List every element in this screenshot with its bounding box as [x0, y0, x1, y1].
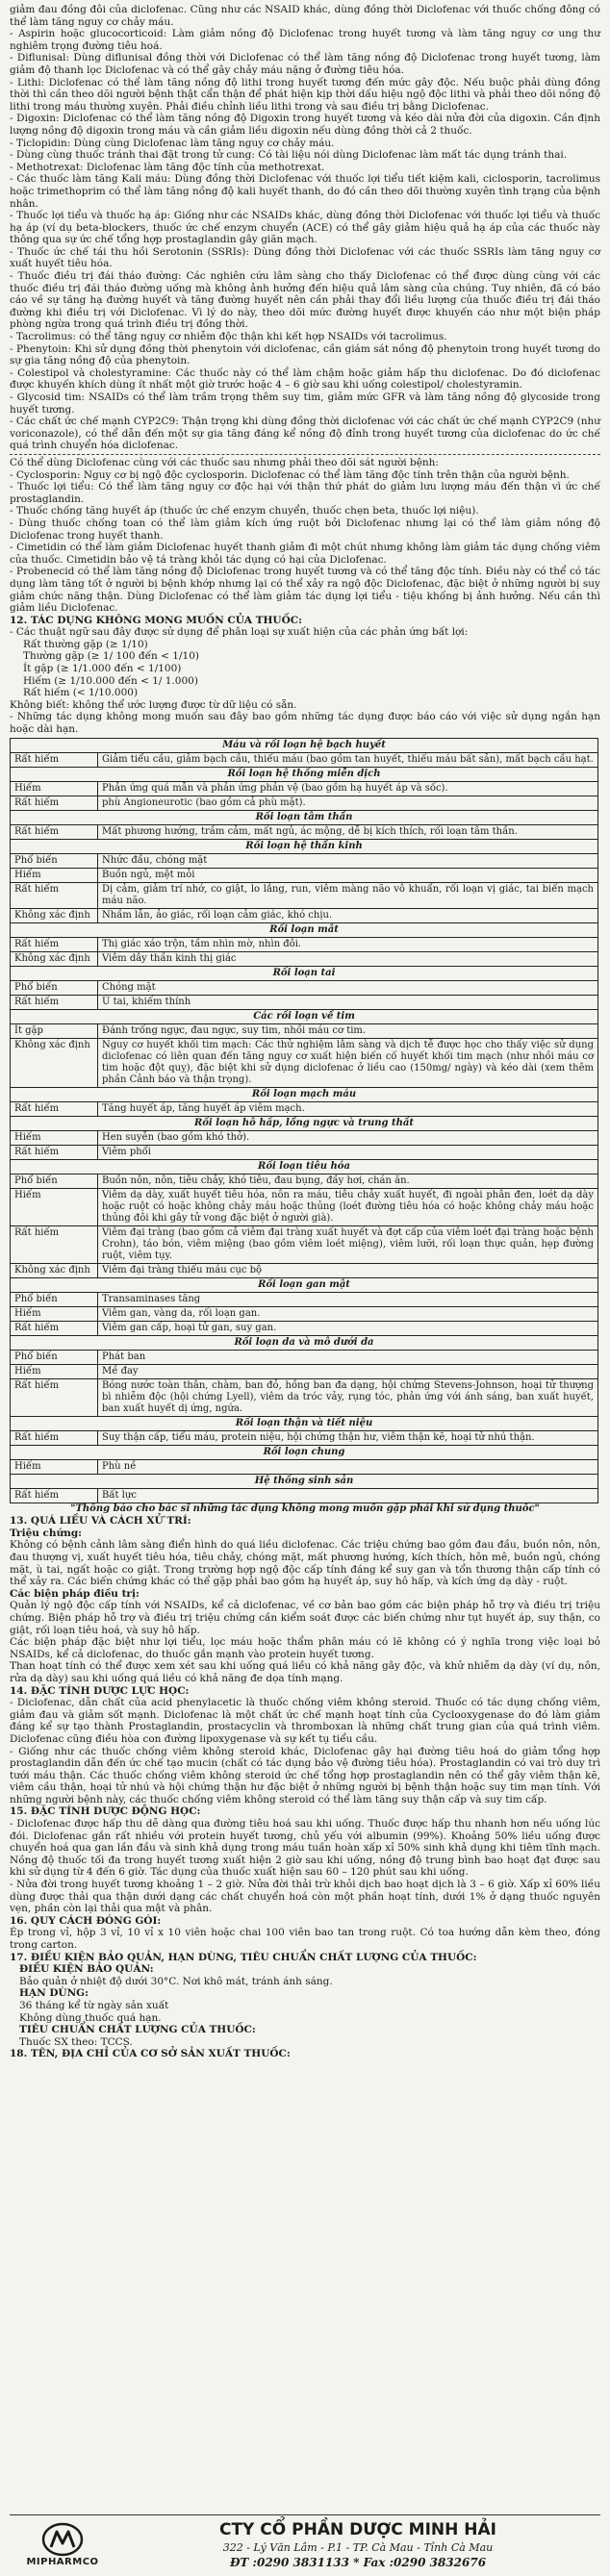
table-section-title: Rối loạn tiêu hóa [11, 1159, 598, 1174]
effect-cell: Bóng nước toàn thân, chàm, ban đỏ, hồng ban đa dạng, hội chứng Stevens-Johnson, hoại tử thượng bì nhiễm độc (hội chứng Lyell), viêm da tróc vảy, rụng tóc, phản ứng với ánh sáng, ban xuất huyết, ban xuất huyết dị ứng, ngứa. [98, 1378, 598, 1416]
table-section-row [11, 839, 598, 853]
effect-cell: Hen suyễn (bao gồm khó thở). [98, 1130, 598, 1145]
table-row [11, 882, 598, 908]
frequency-cell: Rất hiếm [11, 937, 98, 951]
section-heading: 14. ĐẶC TÍNH DƯỢC LỰC HỌC: [10, 1684, 190, 1697]
table-section-row [11, 966, 598, 980]
table-row [11, 1378, 598, 1416]
effect-cell: Viêm phổi [98, 1145, 598, 1159]
table-row [11, 796, 598, 810]
paragraph: Không dùng thuốc quá hạn. [19, 2011, 162, 2024]
paragraph: - Diclofenac, dẫn chất của acid phenylacetic là thuốc chống viêm không steroid. Thuốc có tác dụng chống viêm, giảm đau và giảm sốt mạnh. Diclofenac là một chất ức chế mạnh hoạt tính của Cyclooxygenase do đó làm giảm đáng kể sự tạo thành Prostaglandin, prostacyclin và thromboxan là những chất trung gian của quá trình viêm. Diclofenac cũng điều hòa con đường lipoxygenase và sự kết tụ tiểu cầu. [10, 1697, 600, 1745]
table-section-title: Rối loạn thận và tiết niệu [11, 1416, 598, 1430]
paragraph: - Các thuật ngữ sau đây được sử dụng để phân loại sự xuất hiện của các phản ứng bất lợi: [10, 626, 469, 639]
paragraph: - Giống như các thuốc chống viêm không steroid khác, Diclofenac gây hại đường tiêu hoá do giảm tổng hợp prostaglandin dẫn đến ức chế tạo mucin (chất có tác dụng bảo vệ đường tiêu hóa). Prostaglandin có vai trò duy trì tưới máu thận. Các thuốc chống viêm không steroid ức chế tổng hợp prostaglandin nên có thể gây viêm thận kẽ, viêm cầu thận, hoại tử nhú và hội chứng thận hư đặc biệt ở những người bị bệnh thận hoặc suy tim mạn tính. Với những người bệnh này, các thuốc chống viêm không steroid có thể làm tăng suy thận cấp và suy tim cấp. [10, 1745, 600, 1806]
divider [10, 454, 600, 455]
effect-cell: Suy thận cấp, tiểu máu, protein niệu, hội chứng thận hư, viêm thận kẽ, hoại tử nhú thận. [98, 1430, 598, 1445]
table-section-title: Rối loạn gan mật [11, 1277, 598, 1292]
paragraph: - Thuốc lợi tiểu và thuốc hạ áp: Giống như các NSAIDs khác, dùng đồng thời Diclofenac với thuốc lợi tiểu và thuốc hạ áp (ví dụ beta-blockers, thuốc ức chế enzym chuyển (ACE) có thể gây giảm hiệu quả hạ áp của các thuốc này thông qua sự ức chế tổng hợp prostaglandin gây giãn mạch. [10, 210, 600, 246]
paragraph: - Tacrolimus: có thể tăng nguy cơ nhiễm độc thận khi kết hợp NSAIDs với tacrolimus. [10, 331, 447, 343]
table-row [11, 781, 598, 796]
frequency-item: Thường gặp (≥ 1/ 100 đến < 1/10) [23, 650, 199, 663]
frequency-scale [10, 675, 600, 688]
frequency-cell: Hiếm [11, 1188, 98, 1225]
company-logo [10, 2522, 115, 2567]
paragraph: Không có bệnh cảnh lâm sàng điển hình do quá liều diclofenac. Các triệu chứng bao gồm đau đầu, buồn nôn, nôn, đau thượng vị, xuất huyết tiêu hóa, tiêu chảy, chóng mặt, mất phương hướng, kích thích, hôn mê, buồn ngủ, chóng mặt, ù tai, ngất hoặc co giật. Trong trường hợp ngộ độc cấp tính đáng kể suy gan và tổn thương thận cấp tính có thể xảy ra. Các biến chứng khác có thể gặp phải bao gồm hạ huyết áp, suy hô hấp, và kích ứng dạ dày - ruột. [10, 1539, 600, 1588]
effect-cell: phù Angioneurotic (bao gồm cả phù mặt). [98, 796, 598, 810]
paragraph: Các biện pháp đặc biệt như lợi tiểu, lọc máu hoặc thẩm phân máu có lẽ không có ý nghĩa trong việc loại bỏ NSAIDs, kể cả diclofenac, do thuốc gắn mạnh vào protein huyết tương. [10, 1636, 600, 1660]
frequency-cell: Phổ biến [11, 1292, 98, 1306]
effect-cell: Viêm dây thần kinh thị giác [98, 951, 598, 966]
paragraph: - Thuốc lợi tiểu: Có thể làm tăng nguy cơ độc hại với thận thứ phát do giảm lưu lượng máu đến thận vì ức chế prostaglandin. [10, 481, 600, 505]
frequency-cell: Rất hiếm [11, 1101, 98, 1116]
frequency-cell: Rất hiếm [11, 824, 98, 839]
frequency-cell: Không xác định [11, 1263, 98, 1277]
frequency-cell: Phổ biến [11, 1174, 98, 1188]
paragraph: - Diflunisal: Dùng diflunisal đồng thời với Diclofenac có thể làm tăng nồng độ Diclofenac trong huyết tương, làm giảm độ thanh lọc Diclofenac và có thể gây chảy máu nặng ở đường tiêu hóa. [10, 52, 600, 76]
effect-cell: Nhầm lẫn, ảo giác, rối loạn cảm giác, khó chịu. [98, 908, 598, 922]
subheading: TIÊU CHUẨN CHẤT LƯỢNG CỦA THUỐC: [19, 2024, 256, 2036]
effect-cell: Buồn nôn, nôn, tiêu chảy, khó tiêu, đau bụng, đầy hơi, chán ăn. [98, 1174, 598, 1188]
frequency-cell: Rất hiếm [11, 1145, 98, 1159]
frequency-cell: Rất hiếm [11, 796, 98, 810]
frequency-cell: Rất hiếm [11, 1321, 98, 1335]
paragraph: - Cyclosporin: Nguy cơ bị ngộ độc cyclosporin. Diclofenac có thể làm tăng độc tính trên thận của người bệnh. [10, 468, 570, 481]
table-section-row [11, 1009, 598, 1023]
effect-cell: Phát ban [98, 1350, 598, 1364]
section-heading: 18. TÊN, ĐỊA CHỈ CỦA CƠ SỞ SẢN XUẤT THUỐC: [10, 2048, 291, 2060]
frequency-scale [10, 663, 600, 675]
table-row [11, 1430, 598, 1445]
effect-cell: Viêm đại tràng (bao gồm cả viêm đại tràng xuất huyết và đợt cấp của viêm loét đại tràng hoặc bệnh Crohn), táo bón, viêm miệng (bao gồm viêm loét miệng), viêm lưỡi, rối loạn thực quản, hẹp đường ruột, viêm tụy. [98, 1225, 598, 1263]
frequency-cell: Không xác định [11, 951, 98, 966]
frequency-cell: Hiếm [11, 1364, 98, 1378]
table-row [11, 1023, 598, 1038]
frequency-cell: Ít gặp [11, 1023, 98, 1038]
paragraph: - Methotrexat: Diclofenac làm tăng độc tính của methotrexat. [10, 161, 325, 173]
subheading: Các biện pháp điều trị: [10, 1587, 140, 1600]
effect-cell: Viêm đại tràng thiếu máu cục bộ [98, 1263, 598, 1277]
table-row [11, 853, 598, 868]
frequency-cell: Phổ biến [11, 1350, 98, 1364]
effect-cell: Dị cảm, giảm trí nhớ, co giật, lo lắng, run, viêm màng não vô khuẩn, rối loạn vị giác, tai biến mạch máu não. [98, 882, 598, 908]
table-section-title: Rối loạn tai [11, 966, 598, 980]
table-section-row [11, 1416, 598, 1430]
frequency-cell: Hiếm [11, 781, 98, 796]
paragraph: Bảo quản ở nhiệt độ dưới 30°C. Nơi khô mát, tránh ánh sáng. [19, 1975, 333, 1987]
frequency-cell: Không xác định [11, 908, 98, 922]
effect-cell: Nguy cơ huyết khối tim mạch: Các thử nghiệm lâm sàng và dịch tễ được học cho thấy việc sử dụng diclofenac có liên quan đến tăng nguy cơ xuất hiện biến cố huyết khối tim mạch (như nhồi máu cơ tim hoặc đột quỵ), đặc biệt khi sử dụng diclofenac ở liều cao (150mg/ ngày) và kéo dài (xem thêm phần Cảnh báo và thận trọng). [98, 1038, 598, 1087]
paragraph: - Aspirin hoặc glucocorticoid: Làm giảm nồng độ Diclofenac trong huyết tương và làm tăng nguy cơ ung thư nghiêm trọng đường tiêu hoá. [10, 28, 600, 52]
table-row [11, 824, 598, 839]
table-section-title: Rối loạn tâm thần [11, 810, 598, 824]
table-row [11, 951, 598, 966]
section-heading: 13. QUÁ LIỀU VÀ CÁCH XỬ TRÍ: [10, 1515, 191, 1528]
table-section-row [11, 922, 598, 937]
table-section-row [11, 810, 598, 824]
frequency-scale [10, 650, 600, 663]
table-row [11, 1174, 598, 1188]
table-section-row [11, 1474, 598, 1488]
paragraph: Có thể dùng Diclofenac cùng với các thuốc sau nhưng phải theo dõi sát người bệnh: [10, 456, 439, 468]
effect-cell: Viêm dạ dày, xuất huyết tiêu hóa, nôn ra máu, tiêu chảy xuất huyết, đi ngoài phân đen, loét dạ dày hoặc ruột có hoặc không chảy máu hoặc thủng (loét đường tiêu hóa có hoặc không chảy máu hoặc thủng đôi khi gây tử vong đặc biệt ở người già). [98, 1188, 598, 1225]
company-phone: ĐT :0290 3831133 * Fax :0290 3832676 [229, 2555, 487, 2569]
logo-text: MIPHARMCO [26, 2556, 99, 2567]
paragraph: - Glycosid tim: NSAIDs có thể làm trầm trọng thêm suy tim, giảm mức GFR và làm tăng nồng độ glycoside trong huyết tương. [10, 391, 600, 416]
table-row [11, 1145, 598, 1159]
table-section-row [11, 767, 598, 781]
section-heading: 16. QUY CÁCH ĐÓNG GÓI: [10, 1914, 162, 1927]
frequency-cell: Rất hiếm [11, 1225, 98, 1263]
table-section-title: Hệ thống sinh sản [11, 1474, 598, 1488]
table-section-title: Rối loạn hệ thần kinh [11, 839, 598, 853]
manufacturer-footer [10, 2514, 600, 2573]
paragraph: 36 tháng kể từ ngày sản xuất [19, 1999, 169, 2011]
table-row [11, 995, 598, 1009]
frequency-scale [10, 639, 600, 651]
table-section-row [11, 1445, 598, 1459]
table-row [11, 1101, 598, 1116]
table-section-title: Rối loạn mắt [11, 922, 598, 937]
effect-cell: Phù nề [98, 1459, 598, 1474]
paragraph: - Ticlopidin: Dùng cùng Diclofenac làm tăng nguy cơ chảy máu. [10, 137, 335, 149]
section-heading: 12. TÁC DỤNG KHÔNG MONG MUỐN CỦA THUỐC: [10, 614, 302, 626]
effect-cell: Viêm gan cấp, hoại tử gan, suy gan. [98, 1321, 598, 1335]
subheading: HẠN DÙNG: [19, 1987, 89, 2000]
table-row [11, 1364, 598, 1378]
paragraph: giảm đau đồng đôi của diclofenac. Cũng như các NSAID khác, dùng đồng thời Diclofenac với thuốc chống đông có thể làm tăng nguy cơ chảy máu. [10, 4, 600, 28]
paragraph: - Thuốc chống tăng huyết áp (thuốc ức chế enzym chuyển, thuốc chẹn beta, thuốc lợi niệu). [10, 505, 479, 518]
table-section-title: Máu và rối loạn hệ bạch huyết [11, 738, 598, 752]
effect-cell: Viêm gan, vàng da, rối loạn gan. [98, 1306, 598, 1321]
table-row [11, 1038, 598, 1087]
paragraph: - Digoxin: Diclofenac có thể làm tăng nồng độ Digoxin trong huyết tương và kéo dài nửa đời của digoxin. Cần định lượng nồng độ digoxin trong máu và cần giảm liều digoxin nếu dùng đồng thời cả 2 thuốc. [10, 113, 600, 137]
subheading: Triệu chứng: [10, 1527, 83, 1539]
table-row [11, 1188, 598, 1225]
paragraph: - Phenytoin: Khi sử dụng đồng thời phenytoin với diclofenac, cần giám sát nồng độ phenytoin trong huyết tương do sự gia tăng nồng độ của phenytoin. [10, 342, 600, 367]
table-section-title: Rối loạn hô hấp, lồng ngực và trung thất [11, 1116, 598, 1130]
report-note: "Thông báo cho bác sĩ những tác dụng không mong muốn gặp phải khi sử dụng thuốc" [70, 1503, 540, 1514]
paragraph: - Dùng thuốc chống toan có thể làm giảm kích ứng ruột bởi Diclofenac nhưng lại có thể làm giảm nồng độ Diclofenac trong huyết thanh. [10, 517, 600, 542]
table-section-title: Rối loạn da và mô dưới da [11, 1335, 598, 1350]
table-row [11, 1263, 598, 1277]
table-section-row [11, 1335, 598, 1350]
paragraph: - Nửa đời trong huyết tương khoảng 1 – 2 giờ. Nửa đời thải trừ khỏi dịch bao hoạt dịch là 3 – 6 giờ. Xấp xỉ 60% liều dùng được thải qua thận dưới dạng các chất chuyển hoá còn một phần hoạt tính, dưới 1% ở dạng thuốc nguyên vẹn, phần còn lại thải qua mật và phân. [10, 1879, 600, 1915]
table-section-title: Rối loạn hệ thống miễn dịch [11, 767, 598, 781]
frequency-cell: Rất hiếm [11, 995, 98, 1009]
frequency-cell: Phổ biến [11, 853, 98, 868]
effect-cell: Phản ứng quá mẫn và phản ứng phản vệ (bao gồm hạ huyết áp và sốc). [98, 781, 598, 796]
paragraph: - Các thuốc làm tăng Kali máu: Dùng đồng thời Diclofenac với thuốc lợi tiểu tiết kiệm kali, ciclosporin, tacrolimus hoặc trimethoprim có thể làm tăng nồng độ kali huyết thanh, do đó cần theo dõi thường xuyên tình trạng của bệnh nhân. [10, 173, 600, 210]
effect-cell: Tăng huyết áp, tăng huyết áp viêm mạch. [98, 1101, 598, 1116]
effect-cell: Thị giác xáo trộn, tầm nhìn mờ, nhìn đôi. [98, 937, 598, 951]
effect-cell: Mất phương hướng, trầm cảm, mất ngủ, ác mộng, dễ bị kích thích, rối loạn tâm thần. [98, 824, 598, 839]
effect-cell: Bất lực [98, 1488, 598, 1503]
paragraph: - Lithi: Diclofenac có thể làm tăng nồng độ lithi trong huyết tương đến mức gây độc. Nếu buộc phải dùng đồng thời thì cần theo dõi người bệnh thật cẩn thận để phát hiện kịp thời dấu hiệu ngộ độc lithi và phải theo dõi nồng độ lithi trong máu thường xuyên. Phải điều chỉnh liều lithi trong và sau điều trị bằng Diclofenac. [10, 76, 600, 113]
effect-cell: Chóng mặt [98, 980, 598, 995]
paragraph: Thuốc SX theo: TCCS. [19, 2035, 133, 2048]
frequency-item: Rất hiếm (< 1/10.000) [23, 687, 139, 699]
paragraph: Quản lý ngộ độc cấp tính với NSAIDs, kể cả diclofenac, về cơ bản bao gồm các biện pháp hỗ trợ và điều trị triệu chứng. Biện pháp hỗ trợ và điều trị triệu chứng cần kiểm soát được các biến chứng như tụt huyết áp, suy thận, co giật, rối loạn tiêu hoá, và suy hô hấp. [10, 1600, 600, 1636]
effect-cell: Giảm tiểu cầu, giảm bạch cầu, thiếu máu (bao gồm tan huyết, thiếu máu bất sản), mất bạch cầu hạt. [98, 752, 598, 767]
paragraph: Không biết: không thể ước lượng được từ dữ liệu có sẵn. [10, 698, 297, 711]
table-row [11, 1225, 598, 1263]
table-row [11, 1459, 598, 1474]
effect-cell: Ù tai, khiếm thính [98, 995, 598, 1009]
effect-cell: Nhức đầu, chóng mặt [98, 853, 598, 868]
subheading: ĐIỀU KIỆN BẢO QUẢN: [19, 1963, 154, 1976]
frequency-item: Ít gặp (≥ 1/1.000 đến < 1/100) [23, 663, 182, 675]
section-heading: 15. ĐẶC TÍNH DƯỢC ĐỘNG HỌC: [10, 1806, 201, 1818]
effect-cell: Buồn ngủ, mệt mỏi [98, 868, 598, 882]
section-heading: 17. ĐIỀU KIỆN BẢO QUẢN, HẠN DÙNG, TIÊU CHUẨN CHẤT LƯỢNG CỦA THUỐC: [10, 1951, 477, 1963]
paragraph: - Dùng cùng thuốc tránh thai đặt trong tử cung: Có tài liệu nói dùng Diclofenac làm mất tác dụng tránh thai. [10, 149, 568, 162]
adverse-effects-table [10, 738, 598, 1503]
table-section-row [11, 738, 598, 752]
frequency-cell: Rất hiếm [11, 1378, 98, 1416]
frequency-cell: Hiếm [11, 868, 98, 882]
frequency-item: Rất thường gặp (≥ 1/10) [23, 638, 148, 650]
frequency-cell: Rất hiếm [11, 752, 98, 767]
effect-cell: Transaminases tăng [98, 1292, 598, 1306]
mipharmco-logo-icon [41, 2522, 84, 2557]
paragraph: - Cimetidin có thể làm giảm Diclofenac huyết thanh giảm đi một chút nhưng không làm giảm tác dụng chống viêm của thuốc. Cimetidin bảo vệ tá tràng khỏi tác dụng có hại của Diclofenac. [10, 542, 600, 566]
paragraph: - Các chất ức chế mạnh CYP2C9: Thận trọng khi dùng đồng thời diclofenac với các chất ức chế mạnh CYP2C9 (như voriconazole), có thể dẫn đến một sự gia tăng đáng kể nồng độ đỉnh trong huyết tương của diclofenac do ức chế quá trình chuyển hóa diclofenac. [10, 416, 600, 452]
table-row [11, 752, 598, 767]
effect-cell: Đánh trống ngực, đau ngực, suy tim, nhồi máu cơ tim. [98, 1023, 598, 1038]
table-section-title: Các rối loạn về tim [11, 1009, 598, 1023]
table-row [11, 908, 598, 922]
paragraph: - Colestipol và cholestyramine: Các thuốc này có thể làm chậm hoặc giảm hấp thu diclofenac. Do đó diclofenac được khuyến khích dùng ít nhất một giờ trước hoặc 4 – 6 giờ sau khi uống colestipol/ cholestyramin. [10, 366, 600, 391]
table-row [11, 937, 598, 951]
paragraph: - Thuốc điều trị đái tháo đường: Các nghiên cứu lâm sàng cho thấy Diclofenac có thể được dùng cùng với các thuốc điều trị đái tháo đường uống mà không ảnh hưởng đến hiệu quả lâm sàng của chúng. Tuy nhiên, đã có báo cáo về sự tăng hạ đường huyết và tăng đường huyết nên cần phải thay đổi liều lượng của thuốc điều trị đái tháo đường khi điều trị với Diclofenac. Vì lý do này, theo dõi mức đường huyết được khuyến cáo như một biện pháp phòng ngừa trong quá trình điều trị đồng thời. [10, 270, 600, 331]
paragraph: - Những tác dụng không mong muốn sau đây bao gồm những tác dụng được báo cáo với việc sử dụng ngắn hạn hoặc dài hạn. [10, 711, 600, 736]
leaflet-body [10, 4, 600, 2060]
table-row [11, 1130, 598, 1145]
frequency-cell: Không xác định [11, 1038, 98, 1087]
frequency-cell: Rất hiếm [11, 1488, 98, 1503]
frequency-cell: Rất hiếm [11, 1430, 98, 1445]
table-section-row [11, 1116, 598, 1130]
table-row [11, 1350, 598, 1364]
table-section-title: Rối loạn chung [11, 1445, 598, 1459]
paragraph: - Thuốc ức chế tái thu hồi Serotonin (SSRIs): Dùng đồng thời Diclofenac với các thuốc SSRIs làm tăng nguy cơ xuất huyết tiêu hóa. [10, 245, 600, 270]
table-section-row [11, 1277, 598, 1292]
table-row [11, 1292, 598, 1306]
table-row [11, 1488, 598, 1503]
frequency-cell: Hiếm [11, 1130, 98, 1145]
company-info [115, 2520, 600, 2569]
paragraph: Than hoạt tính có thể được xem xét sau khi uống quá liều có khả năng gây độc, và khử nhiễm dạ dày (ví dụ, nôn, rửa dạ dày) sau khi uống quá liều có khả năng đe dọa tính mạng. [10, 1660, 600, 1684]
table-section-row [11, 1159, 598, 1174]
effect-cell: Mề đay [98, 1364, 598, 1378]
table-section-title: Rối loạn mạch máu [11, 1087, 598, 1101]
frequency-cell: Hiếm [11, 1459, 98, 1474]
paragraph: Ép trong vỉ, hộp 3 vỉ, 10 vỉ x 10 viên hoặc chai 100 viên bao tan trong ruột. Có toa hướng dẫn kèm theo, đóng trong carton. [10, 1927, 600, 1951]
table-section-row [11, 1087, 598, 1101]
frequency-cell: Rất hiếm [11, 882, 98, 908]
frequency-cell: Phổ biến [11, 980, 98, 995]
table-row [11, 1306, 598, 1321]
frequency-scale [10, 687, 600, 699]
frequency-item: Hiếm (≥ 1/10.000 đến < 1/ 1.000) [23, 674, 198, 687]
paragraph: - Probenecid có thể làm tăng nồng độ Diclofenac trong huyết tương và có thể tăng độc tính. Điều này có thể có tác dụng làm tăng tốt ở người bị bệnh khớp nhưng lại có thể xảy ra ngộ độc Diclofenac, đặc biệt ở những người bị suy giảm chức năng thận. Dùng Diclofenac có thể làm giảm tác dụng lợi tiểu - tiệu khống bị ảnh hưởng. Nếu cần thì giảm liều Diclofenac. [10, 566, 600, 615]
company-name: CTY CỔ PHẦN DƯỢC MINH HẢI [218, 2519, 497, 2539]
table-row [11, 980, 598, 995]
table-row [11, 868, 598, 882]
paragraph: - Diclofenac được hấp thu dễ dàng qua đường tiêu hoá sau khi uống. Thuốc được hấp thu nhanh hơn nếu uống lúc đói. Diclofenac gắn rất nhiều với protein huyết tương, chủ yếu với albumin (99%). Khoảng 50% liều uống được chuyển hoá qua gan lần đầu và sinh khả dụng trong máu tuần hoàn xấp xỉ 50% sinh khả dụng khi tiêm tĩnh mạch. Nồng độ thuốc tối đa trong huyết tương xuất hiện 2 giờ sau khi uống, nồng độ trung bình bao hoạt đạt được sau khi sử dụng từ 4 đến 6 giờ. Tác dụng của thuốc xuất hiện sau 60 – 120 phút sau khi uống. [10, 1818, 600, 1879]
frequency-cell: Hiếm [11, 1306, 98, 1321]
company-address: 322 - Lý Văn Lâm - P.1 - TP. Cà Mau - Tỉnh Cà Mau [222, 2540, 494, 2554]
table-row [11, 1321, 598, 1335]
